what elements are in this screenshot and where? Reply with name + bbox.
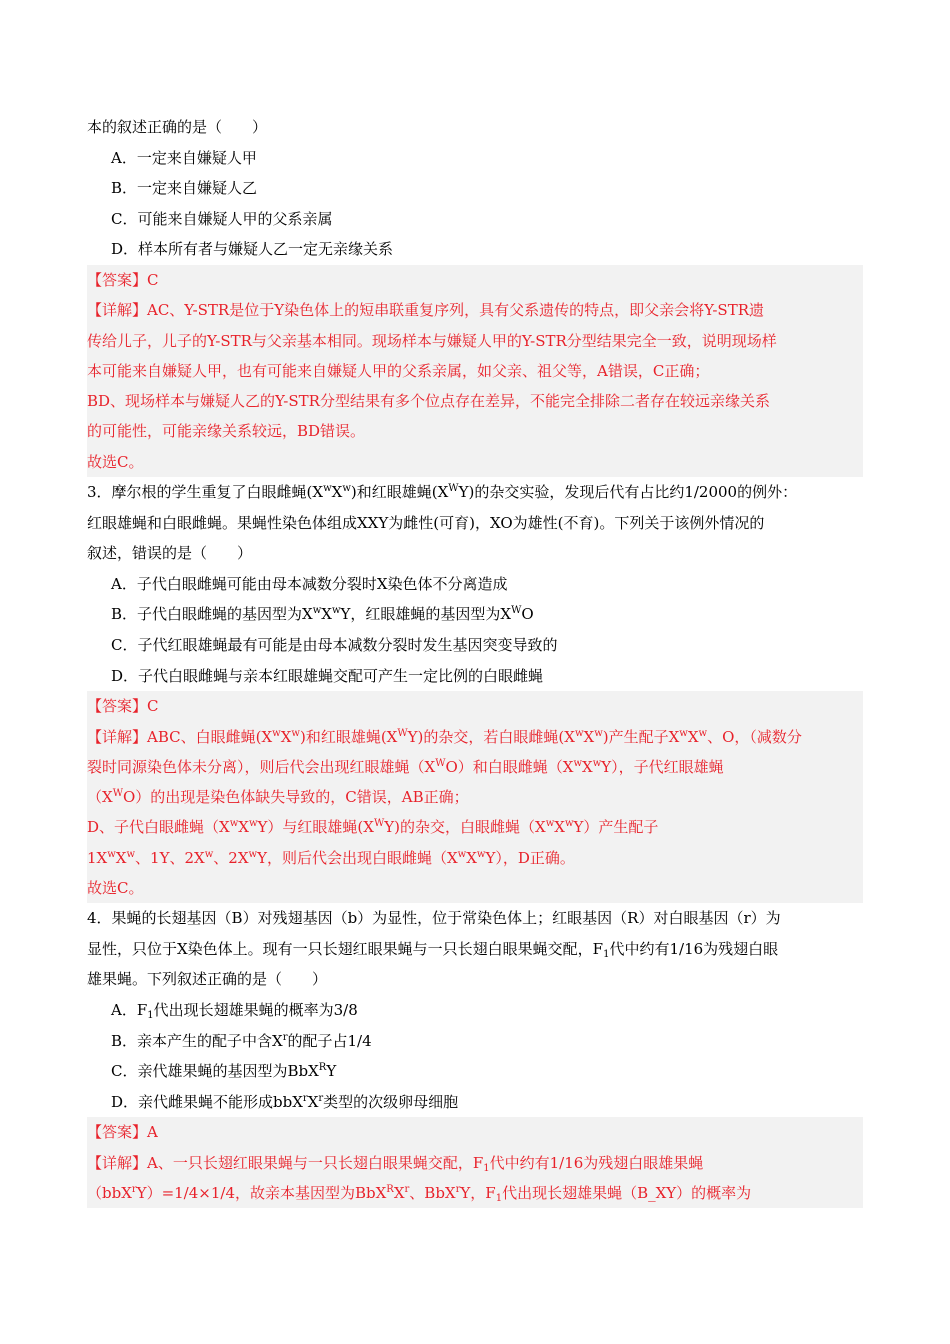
q4-stem-line-2: 显性，只位于X染色体上。现有一只长翅红眼果蝇与一只长翅白眼果蝇交配，$F_1$代中约有1/16为残翅白眼 [87, 939, 779, 960]
q3-answer-block [87, 691, 863, 903]
q4-answer-block [87, 1117, 863, 1208]
q2-answer-block [87, 265, 863, 477]
q2-detail-line: 【详解】AC、Y-STR是位于Y染色体上的短串联重复序列，具有父系遗传的特点，即父亲会将Y-STR遗 [87, 301, 765, 320]
q3-option-b: B．子代白眼雌蝇的基因型为$X^wX^wY$，红眼雄蝇的基因型为$X^WO$ [111, 605, 534, 624]
q2-detail-line: 的可能性，可能亲缘关系较远，BD错误。 [87, 422, 366, 441]
q2-detail-line: BD、现场样本与嫌疑人乙的Y-STR分型结果有多个位点存在差异，不能完全排除二者存在较远亲缘关系 [87, 392, 770, 411]
q4-option-b: B．亲本产生的配子中含$X^r$的配子占1/4 [111, 1031, 372, 1050]
q3-option-c: C．子代红眼雄蝇最有可能是由母本减数分裂时发生基因突变导致的 [111, 636, 558, 655]
q3-answer: 【答案】C [87, 697, 159, 716]
q3-option-a: A．子代白眼雌蝇可能由母本减数分裂时X染色体不分离造成 [111, 574, 508, 593]
q2-detail-line: 本可能来自嫌疑人甲，也有可能来自嫌疑人甲的父系亲属，如父亲、祖父等，A错误，C正确； [87, 361, 710, 380]
document-body [87, 112, 863, 1208]
q3-detail-line: D、子代白眼雌蝇$(X^wX^wY)$与红眼雄蝇$(X^WY)$的杂交，白眼雌蝇$(X^wX^wY)$产生配子 [87, 818, 659, 837]
q4-stem-line-3: 雄果蝇。下列叙述正确的是（ ） [87, 970, 328, 989]
q3-detail-line: $1X^wX^w$、1Y、$2X^w$、$2X^wY$，则后代会出现白眼雌蝇$(X^wX^wY)$，D正确。 [87, 848, 575, 867]
q4-option-a: A．$F_1$代出现长翅雄果蝇的概率为3/8 [111, 1001, 358, 1022]
q2-option-b: B．一定来自嫌疑人乙 [111, 179, 258, 198]
q2-option-d: D．样本所有者与嫌疑人乙一定无亲缘关系 [111, 240, 394, 259]
q4-option-d: D．亲代雌果蝇不能形成$bbX^rX^r$类型的次级卵母细胞 [111, 1092, 459, 1111]
q2-stem-tail: 本的叙述正确的是（ ） [87, 118, 268, 136]
q4-option-c: C．亲代雄果蝇的基因型为BbX$^R$Y [111, 1062, 337, 1081]
q3-stem-line-3: 叙述，错误的是（ ） [87, 544, 253, 563]
q3-detail-line: $(X^WO)$的出现是染色体缺失导致的，C错误，AB正确； [87, 788, 469, 807]
q2-option-c: C．可能来自嫌疑人甲的父系亲属 [111, 209, 333, 228]
q4-answer: 【答案】A [87, 1123, 158, 1142]
q2-detail-line: 故选C。 [87, 452, 144, 471]
q4-stem-line-1: 4．果蝇的长翅基因（B）对残翅基因（b）为显性，位于常染色体上；红眼基因（R）对白眼基因（r）为 [87, 909, 781, 928]
q4-detail-line: 【详解】A、一只长翅红眼果蝇与一只长翅白眼果蝇交配，$F_1$代中约有1/16为残翅白眼雄果蝇 [87, 1153, 704, 1174]
q3-detail-line: 故选C。 [87, 878, 144, 897]
q3-stem-line-1: 3．摩尔根的学生重复了白眼雌蝇$(X^wX^w)$和红眼雄蝇$(X^WY)$的杂交实验，发现后代有占比约1/2000的例外： [87, 483, 798, 502]
q4-detail-line: （bbX$^r$Y）=1/4×1/4，故亲本基因型为$BbX^RX^r$、BbX$^r$Y，$F_1$代出现长翅雄果蝇（B_XY）的概率为 [87, 1184, 752, 1205]
q2-answer: 【答案】C [87, 270, 159, 289]
q3-option-d: D．子代白眼雌蝇与亲本红眼雄蝇交配可产生一定比例的白眼雌蝇 [111, 666, 544, 685]
q3-stem-line-2: 红眼雄蝇和白眼雌蝇。果蝇性染色体组成XXY为雌性(可育)，XO为雄性(不育)。下列关于该例外情况的 [87, 513, 765, 532]
q2-option-a: A．一定来自嫌疑人甲 [111, 148, 257, 167]
q3-detail-line: 【详解】ABC、白眼雌蝇$(X^wX^w)$和红眼雄蝇$(X^WY)$的杂交，若白眼雌蝇$(X^wX^w)$产生配子$X^wX^w$、O，（减数分 [87, 727, 802, 746]
q3-detail-line: 裂时同源染色体未分离），则后代会出现红眼雄蝇$(X^WO)$和白眼雌蝇$(X^wX^wY)$，子代红眼雄蝇 [87, 757, 724, 776]
q2-detail-line: 传给儿子，儿子的Y-STR与父亲基本相同。现场样本与嫌疑人甲的Y-STR分型结果完全一致，说明现场样 [87, 331, 777, 350]
